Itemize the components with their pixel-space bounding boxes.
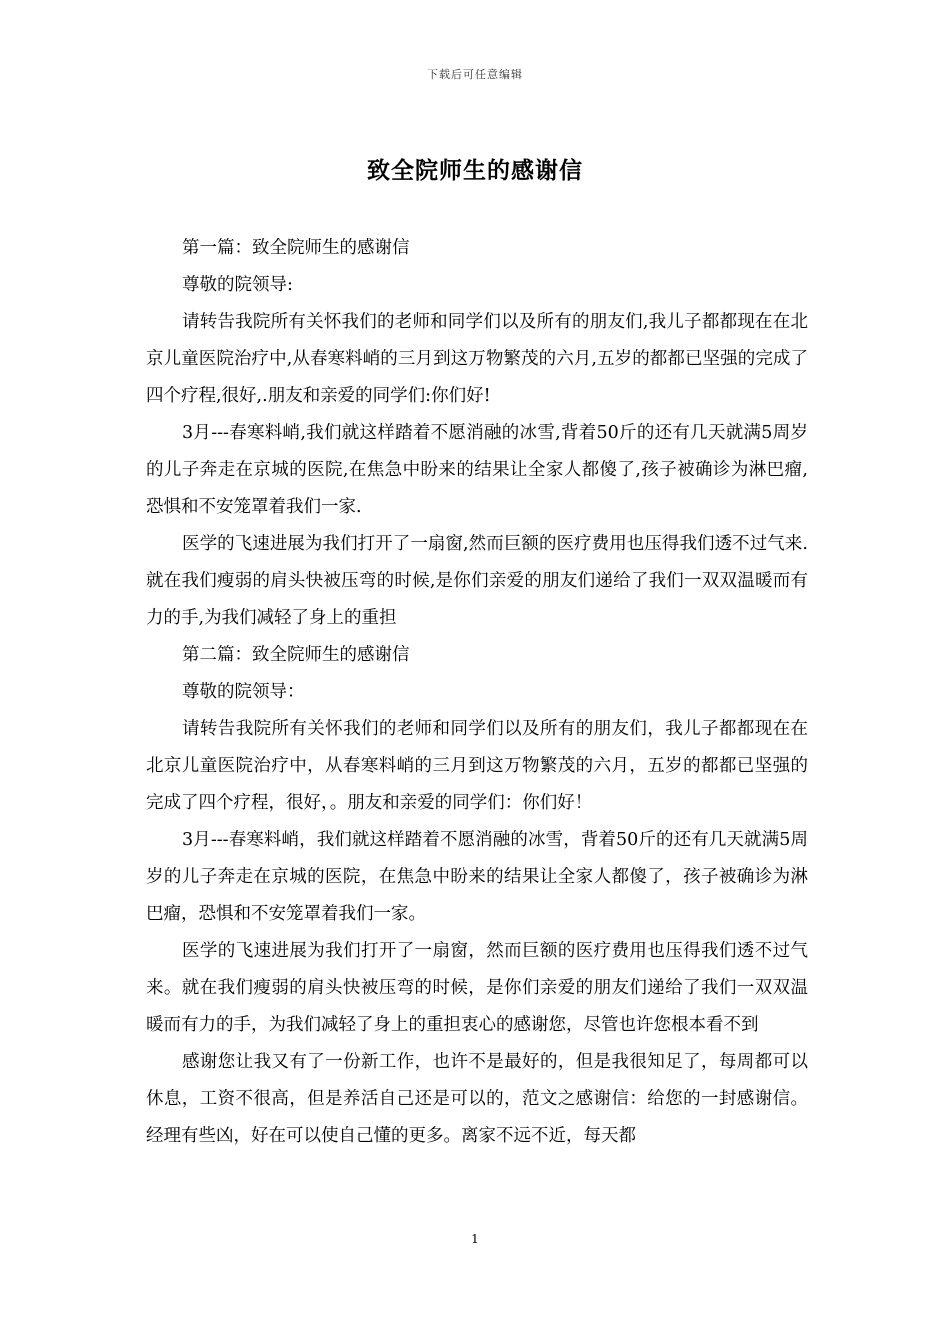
document-body (146, 230, 808, 1155)
paragraph: 医学的飞速进展为我们打开了一扇窗,然而巨额的医疗费用也压得我们透不过气来.就在我们瘦弱的肩头快被压弯的时候,是你们亲爱的朋友们递给了我们一双双温暖而有力的手,为我们减轻了身上的重担 (146, 534, 808, 628)
paragraph: 感谢您让我又有了一份新工作，也许不是最好的，但是我很知足了，每周都可以休息，工资不很高，但是养活自己还是可以的，范文之感谢信：给您的一封感谢信。经理有些凶，好在可以使自己懂的更多。离家不远不近，每天都 (146, 1052, 808, 1146)
section-heading-1: 第一篇：致全院师生的感谢信 (182, 238, 410, 258)
paragraph: 3月---春寒料峭，我们就这样踏着不愿消融的冰雪，背着50斤的还有几天就满5周岁的儿子奔走在京城的医院，在焦急中盼来的结果让全家人都傻了，孩子被确诊为淋巴瘤，恐惧和不安笼罩着我们一家。 (146, 830, 808, 924)
salutation-2: 尊敬的院领导： (182, 682, 305, 702)
salutation-1: 尊敬的院领导: (182, 275, 293, 295)
page-number: 1 (471, 1232, 479, 1246)
document-title: 致全院师生的感谢信 (367, 157, 583, 184)
paragraph: 医学的飞速进展为我们打开了一扇窗，然而巨额的医疗费用也压得我们透不过气来。就在我们瘦弱的肩头快被压弯的时候，是你们亲爱的朋友们递给了我们一双双温暖而有力的手，为我们减轻了身上的重担衷心的感谢您，尽管也许您根本看不到 (146, 941, 808, 1035)
paragraph: 3月---春寒料峭,我们就这样踏着不愿消融的冰雪,背着50斤的还有几天就满5周岁的儿子奔走在京城的医院,在焦急中盼来的结果让全家人都傻了,孩子被确诊为淋巴瘤,恐惧和不安笼罩着我们一家. (146, 423, 808, 517)
section-heading-2: 第二篇：致全院师生的感谢信 (182, 645, 410, 665)
paragraph: 请转告我院所有关怀我们的老师和同学们以及所有的朋友们,我儿子都都现在在北京儿童医院治疗中,从春寒料峭的三月到这万物繁茂的六月,五岁的都都已坚强的完成了四个疗程,很好,.朋友和亲爱的同学们:你们好! (146, 312, 808, 406)
paragraph: 请转告我院所有关怀我们的老师和同学们以及所有的朋友们，我儿子都都现在在北京儿童医院治疗中，从春寒料峭的三月到这万物繁茂的六月，五岁的都都已坚强的完成了四个疗程，很好，。朋友和亲爱的同学们：你们好！ (146, 719, 808, 813)
header-note: 下载后可任意编辑 (427, 68, 523, 81)
